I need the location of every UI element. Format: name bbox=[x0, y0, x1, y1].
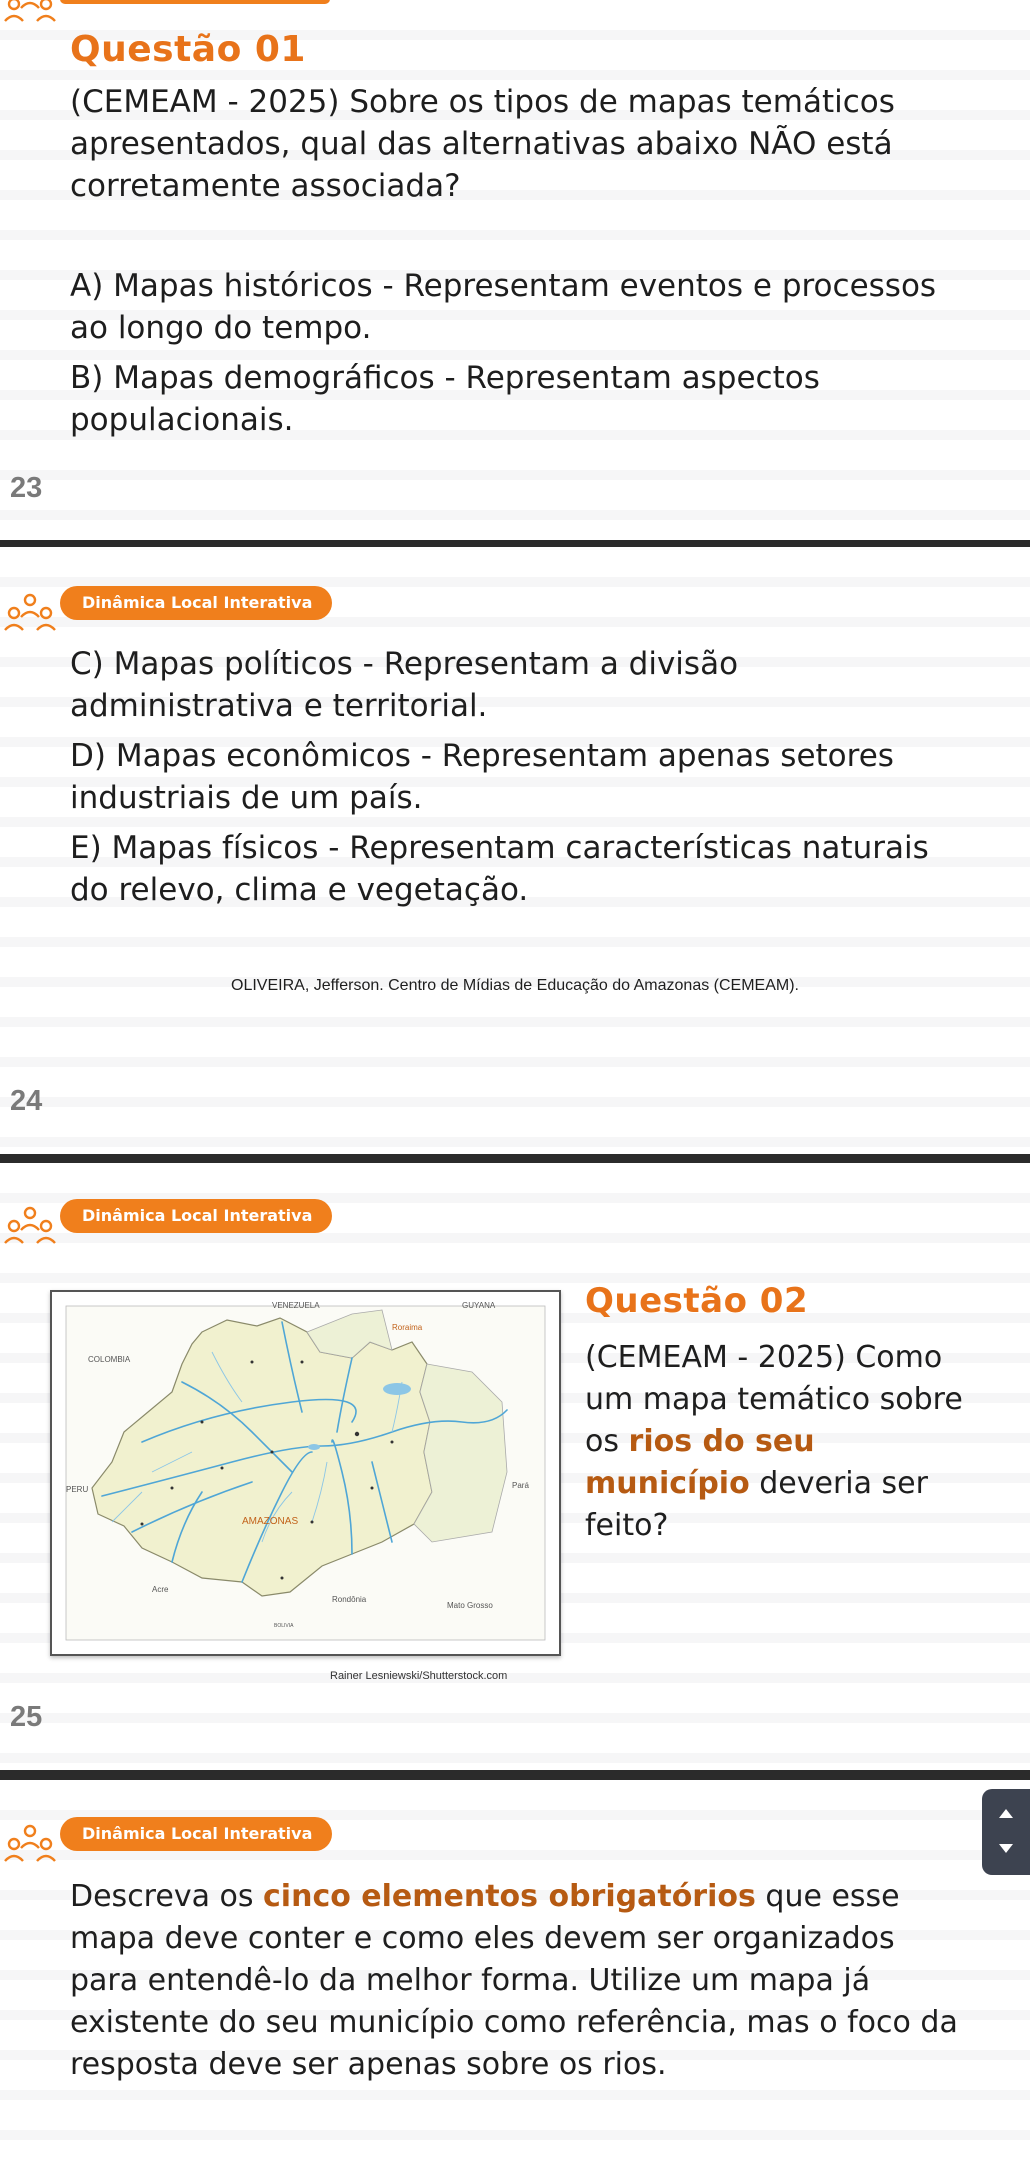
page-number: 23 bbox=[10, 472, 43, 504]
page-number: 24 bbox=[10, 1085, 43, 1117]
question-text: (CEMEAM - 2025) Sobre os tipos de mapas temáticos apresentados, qual das alternativas abaixo NÃO está corretamente associada? bbox=[70, 84, 895, 204]
tag-dinamica-local: Dinâmica Local Interativa bbox=[60, 586, 332, 620]
option-a: A) Mapas históricos - Representam eventos e processos ao longo do tempo. bbox=[70, 268, 937, 346]
chevron-up-icon[interactable] bbox=[999, 1809, 1013, 1818]
map-label-roraima: Roraima bbox=[392, 1323, 423, 1332]
map-label-para: Pará bbox=[512, 1481, 529, 1490]
option-e: E) Mapas físicos - Representam características naturais do relevo, clima e vegetação. bbox=[70, 830, 929, 908]
map-label-peru: PERU bbox=[66, 1485, 89, 1494]
option-c: C) Mapas políticos - Representam a divisão administrativa e territorial. bbox=[70, 646, 739, 724]
map-label-acre: Acre bbox=[152, 1585, 169, 1594]
map-label-bolivia: BOLIVIA bbox=[274, 1623, 294, 1629]
map-label-guyana: GUYANA bbox=[462, 1301, 496, 1310]
tag-dinamica-local: Dinâmica Local Interativa bbox=[60, 1199, 332, 1233]
question-highlight: rios do seu município bbox=[585, 1424, 815, 1501]
slide-questao-01 bbox=[0, 0, 1030, 540]
map-label-venezuela: VENEZUELA bbox=[272, 1301, 320, 1310]
people-group-icon bbox=[2, 0, 58, 28]
question-text-post: deveria ser feito? bbox=[585, 1466, 928, 1543]
slide-questao-01-cont bbox=[0, 547, 1030, 1154]
map-label-rondonia: Rondônia bbox=[332, 1595, 367, 1604]
scroll-control[interactable] bbox=[982, 1789, 1030, 1875]
instruction-text bbox=[70, 1876, 960, 2086]
question-text-pre: (CEMEAM - 2025) Como um mapa temático sobre os bbox=[585, 1340, 963, 1459]
chevron-down-icon[interactable] bbox=[999, 1844, 1013, 1853]
option-d: D) Mapas econômicos - Representam apenas setores industriais de um país. bbox=[70, 738, 894, 816]
map-label-amazonas: AMAZONAS bbox=[242, 1516, 299, 1527]
option-b: B) Mapas demográficos - Representam aspectos populacionais. bbox=[70, 360, 820, 438]
people-group-icon bbox=[2, 1822, 58, 1868]
question-title: Questão 01 bbox=[70, 29, 306, 70]
instruction-highlight: cinco elementos obrigatórios bbox=[263, 1879, 756, 1914]
question-title: Questão 02 bbox=[585, 1281, 809, 1321]
header-bar bbox=[60, 0, 330, 4]
people-group-icon bbox=[2, 591, 58, 637]
slide-questao-02-cont bbox=[0, 1780, 1030, 2158]
slide-questao-02 bbox=[0, 1163, 1030, 1770]
map-label-colombia: COLOMBIA bbox=[88, 1355, 131, 1364]
instruction-text-post: que esse mapa deve conter e como eles devem ser organizados para entendê-lo da melhor forma. Utilize um mapa já existente do seu município como referência, mas o foco da resposta deve ser apenas sobre os rios. bbox=[70, 1879, 958, 2082]
page-number: 25 bbox=[10, 1701, 43, 1733]
citation: OLIVEIRA, Jefferson. Centro de Mídias de Educação do Amazonas (CEMEAM). bbox=[231, 977, 799, 994]
map-label-mato-grosso: Mato Grosso bbox=[447, 1601, 493, 1610]
tag-dinamica-local: Dinâmica Local Interativa bbox=[60, 1817, 332, 1851]
question-text bbox=[585, 1337, 985, 1547]
instruction-text-pre: Descreva os bbox=[70, 1879, 264, 1914]
people-group-icon bbox=[2, 1204, 58, 1250]
map-credit: Rainer Lesniewski/Shutterstock.com bbox=[330, 1670, 508, 1682]
amazonas-map bbox=[50, 1290, 561, 1656]
